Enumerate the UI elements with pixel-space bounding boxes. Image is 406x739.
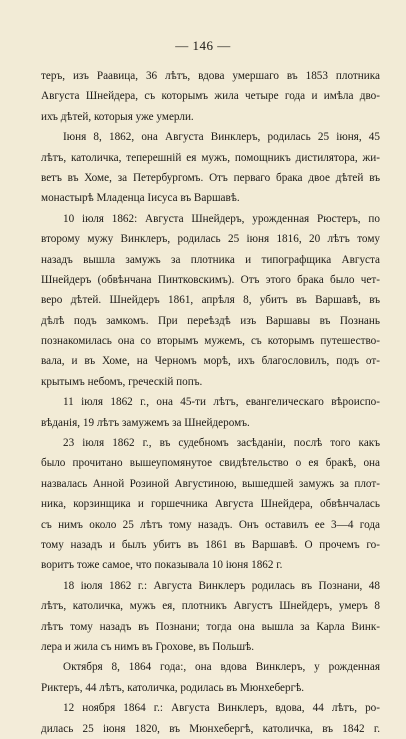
text-line: лѣтъ, католичка, теперешній ея мужъ, помощникъ дистилятора, жи- <box>41 151 380 164</box>
text-line: 12 ноября 1864 г.: Августа Винклеръ, вдова, 44 лѣтъ, ро- <box>63 702 380 715</box>
text-line: дилась 25 іюня 1820, въ Мюнхебергѣ, католичка, въ 1842 г. <box>41 722 380 735</box>
text-line: познакомилась она со вторымъ мужемъ, съ которымъ путешество- <box>41 335 380 348</box>
text-line: вѣданія, 19 лѣтъ замужемъ за Шнейдеромъ. <box>41 416 250 429</box>
text-line: 11 іюля 1862 г., она 45-ти лѣтъ, евангелическаго вѣроиспо- <box>63 396 380 409</box>
text-line: дѣлѣ подъ замкомъ. При переѣздѣ изъ Варшавы въ Познань <box>41 314 380 327</box>
text-line: Октября 8, 1864 года:, она вдова Винклеръ, у рожденная <box>63 661 380 674</box>
text-line: ветъ въ Хоме, за Петербургомъ. Отъ перваго брака двое дѣтей въ <box>41 171 380 184</box>
text-line: назвалась Анной Розиной Августиною, вышедшей замужъ за плот- <box>41 477 380 490</box>
text-line: монастырѣ Младенца Іисуса въ Варшавѣ. <box>41 192 240 205</box>
text-line: теръ, изъ Раавица, 36 лѣтъ, вдова умершаго въ 1853 плотника <box>41 70 380 82</box>
page-body <box>41 66 380 739</box>
text-line: ихъ дѣтей, которыя уже умерли. <box>41 110 194 123</box>
text-line: было прочитано вышеупомянутое свидѣтельство о ея бракѣ, она <box>41 457 380 470</box>
text-line: крытымъ небомъ, греческій попъ. <box>41 375 203 388</box>
text-line: ника, корзинщика и горшечника Августа Шнейдера, обвѣнчалась <box>41 498 380 511</box>
text-line: 23 іюля 1862 г., въ судебномъ засѣданіи, послѣ того какъ <box>63 437 380 450</box>
text-line: Шнейдеръ (обвѣнчана Пинтковскимъ). Отъ этого брака было чет- <box>41 273 380 286</box>
text-line: лѣтъ, католичка, мужъ ея, плотникъ Августъ Шнейдеръ, умеръ 8 <box>41 600 380 613</box>
text-line: лѣтъ тому назадъ въ Познани; тогда она вышла за Карла Винк- <box>41 620 380 633</box>
text-line: Іюня 8, 1862, она Августа Винклеръ, родилась 25 іюня, 45 <box>63 131 380 144</box>
text-line: Риктеръ, 44 лѣтъ, католичка, родилась въ Мюнхебергѣ. <box>41 681 305 694</box>
page-number-header: — 146 — <box>175 38 231 53</box>
text-line: второму мужу Винклеръ, родилась 25 іюня 1816, 20 лѣтъ тому <box>41 233 380 246</box>
text-line: веро дѣтей. Шнейдеръ 1861, апрѣля 8, убитъ въ Варшавѣ, въ <box>41 294 380 307</box>
text-line: назадъ вышла замужъ за плотника и типографщика Августа <box>41 253 380 266</box>
text-line: лера и жила съ нимъ въ Грохове, въ Польшѣ. <box>41 640 255 653</box>
text-line: тому назадъ и былъ убитъ въ 1861 въ Варшавѣ. О прочемъ го- <box>41 538 380 551</box>
text-line: Августа Шнейдера, съ которымъ жила четыре года и имѣла дво- <box>41 90 380 103</box>
text-line: съ нимъ около 25 лѣтъ тому назадъ. Онъ оставилъ ее 3—4 года <box>41 518 380 531</box>
text-line: 18 іюля 1862 г.: Августа Винклеръ родилась въ Познани, 48 <box>63 579 380 592</box>
text-line: воритъ тоже самое, что показывала 10 іюня 1862 г. <box>41 559 283 572</box>
text-line: вала, и въ Хоме, на Черномъ морѣ, ихъ благословилъ, подъ от- <box>41 355 380 368</box>
text-line: 10 іюля 1862: Августа Шнейдеръ, урожденная Рюстеръ, по <box>63 212 380 225</box>
